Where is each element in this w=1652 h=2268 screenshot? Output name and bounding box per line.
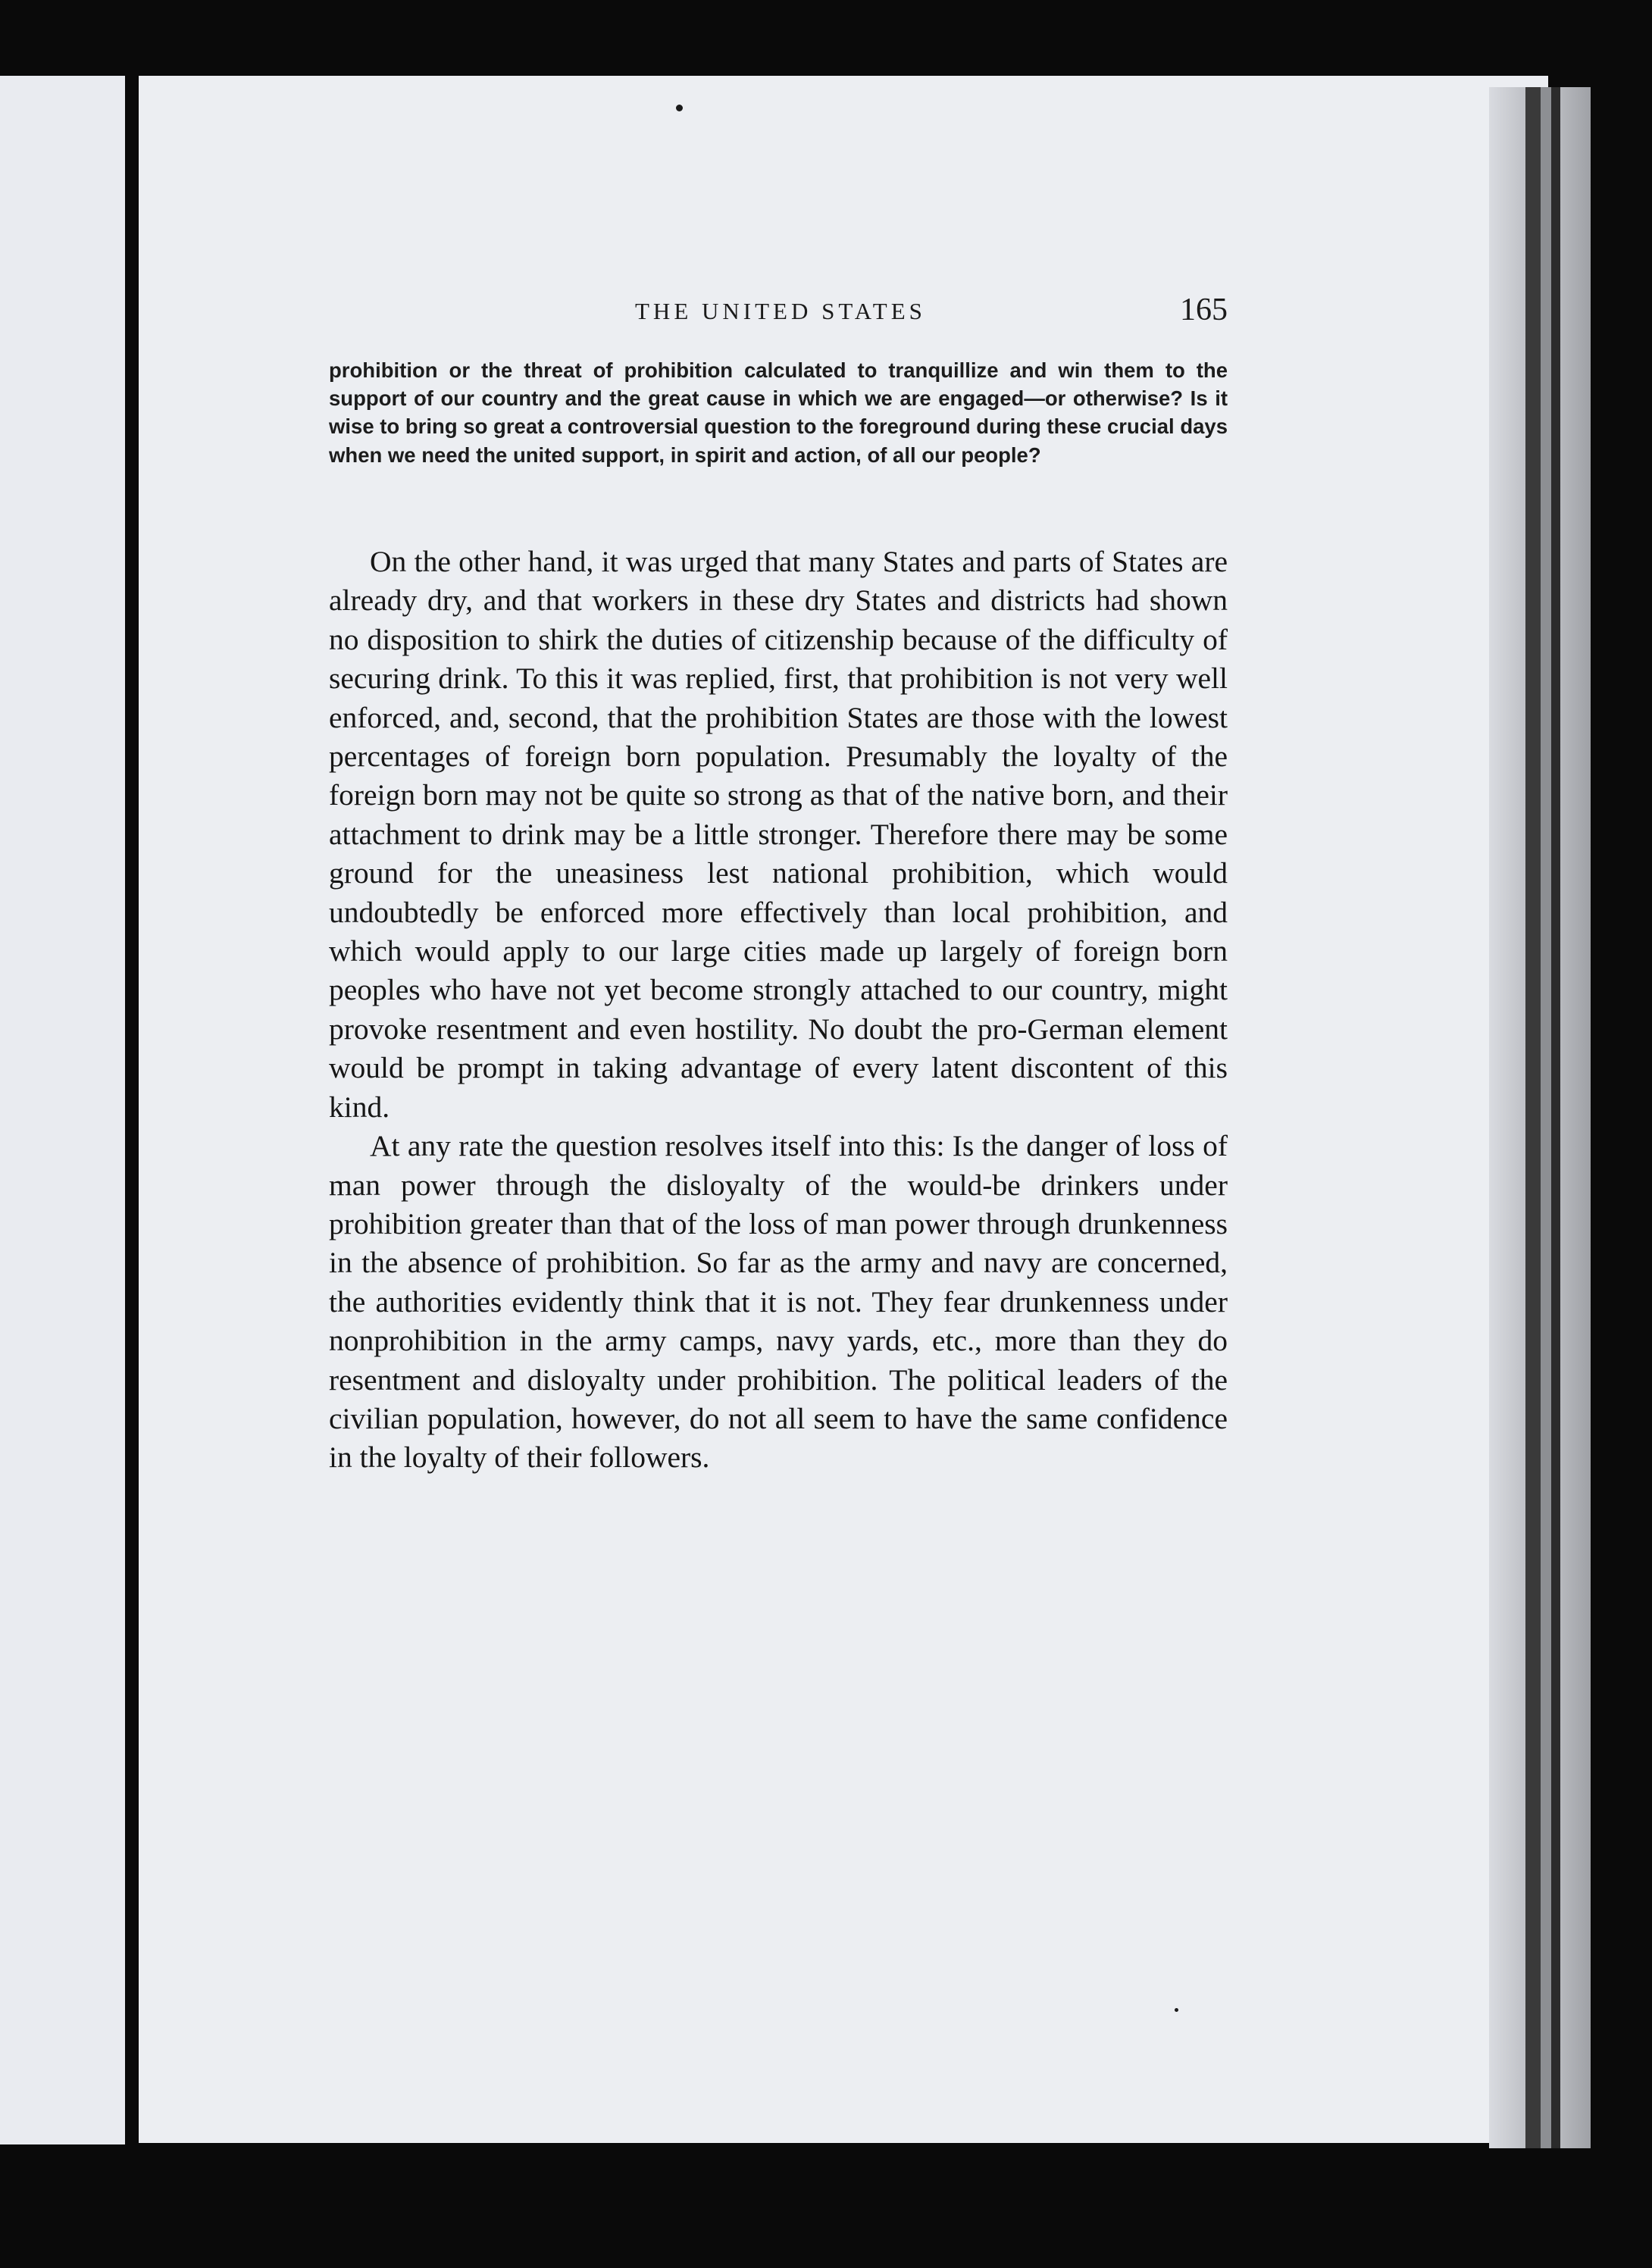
page-header: [329, 292, 1228, 337]
speck: [1175, 2008, 1178, 2012]
page-edge: [1489, 87, 1525, 2148]
page-number: 165: [1180, 292, 1228, 327]
page-edge: [1560, 87, 1591, 2148]
paragraph: At any rate the question resolves itself into this: Is the danger of loss of man power through the disloyalty of the would-be drinkers under prohibition greater than that of the loss of man power through drunkenness in the absence of prohibition. So far as the army and navy are concerned, the authorities evidently think that it is not. They fear drunkenness under nonprohibition in the army camps, navy yards, etc., more than they do resentment and disloyalty under prohibition. The political leaders of the civilian population, however, do not all seem to have the same confidence in the loyalty of their followers.: [329, 1129, 1228, 1475]
paragraph: On the other hand, it was urged that many States and parts of States are already dry, and that workers in these dry States and districts had shown no disposition to shirk the duties of citizenship because of the difficulty of securing drink. To this it was replied, first, that prohibition is not very well enforced, and, second, that the prohibition States are those with the lowest percentages of foreign born population. Presumably the loyalty of the foreign born may not be quite so strong as that of the native born, and their attachment to drink may be a little stronger. Therefore there may be some ground for the uneasiness lest national prohibition, which would undoubtedly be enforced more effectively than local prohibition, and which would apply to our large cities made up largely of foreign born peoples who have not yet become strongly attached to our country, might provoke resentment and even hostility. No doubt the pro-German element would be prompt in taking advantage of every latent discontent of this kind.: [329, 545, 1228, 1124]
running-head: THE UNITED STATES: [635, 298, 926, 324]
page-edge: [1551, 87, 1560, 2148]
adjacent-page-strip: [0, 76, 125, 2144]
speck: [676, 105, 683, 111]
page-edge: [1525, 87, 1541, 2148]
block-quote: prohibition or the threat of prohibition calculated to tranquillize and win them to the support of our country and the great cause in which we are engaged—or otherwise? Is it wise to bring so great a controversial question to the foreground during these crucial days when we need the united support, in spirit and action, of all our people?: [329, 358, 1228, 467]
page-edge: [1541, 87, 1551, 2148]
body-text: [329, 543, 1228, 1478]
